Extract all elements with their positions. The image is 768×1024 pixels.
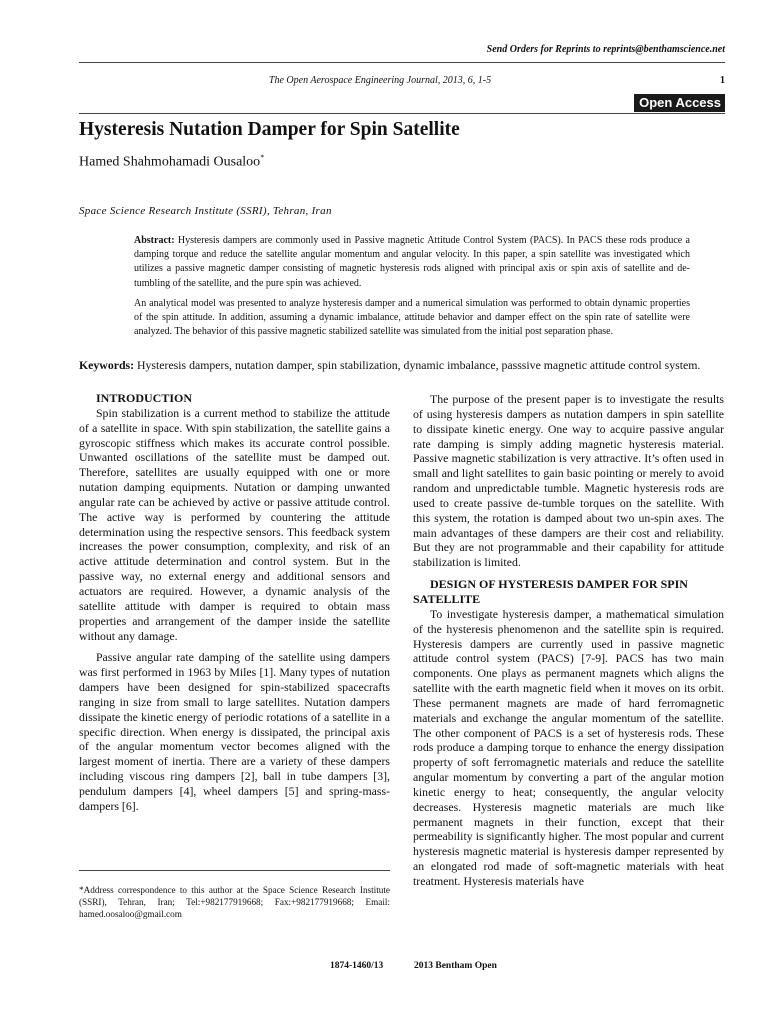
open-access-badge: Open Access [634,94,725,112]
abstract [134,234,690,345]
keywords [79,358,725,373]
design-heading: DESIGN OF HYSTERESIS DAMPER FOR SPIN SATELLITE [413,577,688,606]
paper-title: Hysteresis Nutation Damper for Spin Satellite [79,119,460,140]
intro-paragraph-3: The purpose of the present paper is to investigate the results of using hysteresis dampers as nutation dampers in spin satellite to dissipate kinetic energy. One way to acquire passive angular rate damping is simply adding magnetic hysteresis material. Passive magnetic stabilization is very attractive. It’s often used in small and light satellites to gain basic pointing or merely to avoid random and unpredictable tumble. Magnetic hysteresis rods are used to create passive de-tumble torques on the satellite. With this system, the rotation is damped about two un-spin axes. The main advantages of these dampers are their cost and reliability. But they are not programmable and their capability for attitude stabilization is limited. [413,392,724,570]
author-name: Hamed Shahmohamadi Ousaloo [79,154,261,170]
correspondence-footnote: *Address correspondence to this author at the Space Science Research Institute (SSRI), Tehran, Iran; Tel:+982177919668; Fax:+982177919668; Email: hamed.oosaloo@gmail.com [79,885,390,919]
intro-paragraph-2: Passive angular rate damping of the satellite using dampers was first performed in 1963 by Miles [1]. Many types of nutation dampers have been designed for spin-stabilized spacecrafts ranging in size from small to large satellites. Nutation dampers dissipate the kinetic energy of periodic rotations of a satellite in a specific direction. When energy is dissipated, the principal axis of the angular momentum vector becomes aligned with the largest moment of inertia. There are a variety of these dampers including viscous ring dampers [2], ball in tube dampers [3], pendulum dampers [4], wheel dampers [5] and spring-mass-dampers [6]. [79,650,390,813]
abstract-paragraph-1 [134,234,690,291]
reprint-notice: Send Orders for Reprints to reprints@benthamscience.net [486,44,725,55]
author-footnote-mark: * [260,153,265,162]
introduction-heading: INTRODUCTION [96,391,193,405]
issn: 1874-1460/13 [330,961,384,971]
abstract-label: Abstract: [134,235,175,246]
affiliation: Space Science Research Institute (SSRI), Tehran, Iran [79,205,332,217]
intro-paragraph-1: Spin stabilization is a current method to stabilize the attitude of a satellite in space. With spin stabilization, the satellite gains a gyroscopic stiffness which makes its accurate control possible. Unwanted oscillations of the satellite must be damped out. Therefore, satellites are usually equipped with one or more nutation damping equipments. Nutation or damping unwanted angular rate can be achieved by active or passive attitude control. The active way is performed by countering the attitude determination using the respective sensors. This feedback system increases the power consumption, complexity, and risk of an active attitude determination and control system. But in the passive way, no external energy and additional sensors and actuators are required. However, a dynamic analysis of the satellite attitude with damper is required to obtain mass properties and arrangement of the damper inside the satellite without any damage. [79,405,390,643]
abstract-paragraph-2: An analytical model was presented to analyze hysteresis damper and a numerical simulation was performed to obtain dynamic properties of the spin attitude. In addition, assuming a dynamic imbalance, attitude behavior and damper effect on the spin rate of satellite were analyzed. The behavior of this passive magnetic stabilized satellite was simulated from the initial post separation phase. [134,297,690,338]
footnote-rule [79,870,390,871]
abstract-text-1: Hysteresis dampers are commonly used in Passive magnetic Attitude Control System (PACS). In PACS these rods produce a damping torque and reduce the satellite angular momentum and angular velocity. In this paper, a spin satellite was investigated which utilizes a passive magnetic damper consisting of magnetic hysteresis rods aligned with principal axis or spin axis of satellite and de-tumbling of the satellite, and the pure spin was achieved. [134,235,690,289]
page-number: 1 [720,75,725,86]
journal-citation: The Open Aerospace Engineering Journal, 2013, 6, 1-5 [268,75,492,86]
keywords-label: Keywords: [79,358,135,372]
title-rule [79,113,725,114]
right-column [413,392,724,889]
design-paragraph-1: To investigate hysteresis damper, a mathematical simulation of the hysteresis phenomenon and the satellite spin is required. Hysteresis dampers are currently used in passive magnetic attitude control system (PACS) [7-9]. PACS has two main components. One plays as permanent magnets which aligns the satellite with the earth magnetic field when it moves on its orbit. These permanent magnets are made of hard ferromagnetic materials and exchange the angular momentum of the satellite. The other component of PACS is a set of hysteresis rods. These rods produce a damping torque to enhance the energy dissipation property of soft ferromagnetic materials and reduce the satellite angular momentum by converting a part of the angular motion kinetic energy to heat; consequently, the angular velocity decreases. Hysteresis magnetic materials are much like permanent magnets in their function, except that their permeability is significantly higher. The most popular and current hysteresis magnetic material is hysteresis damper represented by an elongated rod made of soft-magnetic materials with heat treatment. Hysteresis materials have [413,606,724,888]
author-line [79,153,264,171]
header-rule [79,62,725,63]
keywords-text: Hysteresis dampers, nutation damper, spin stabilization, dynamic imbalance, passsive magnetic attitude control system. [137,358,701,372]
left-column [79,391,390,814]
copyright: 2013 Bentham Open [414,961,497,971]
